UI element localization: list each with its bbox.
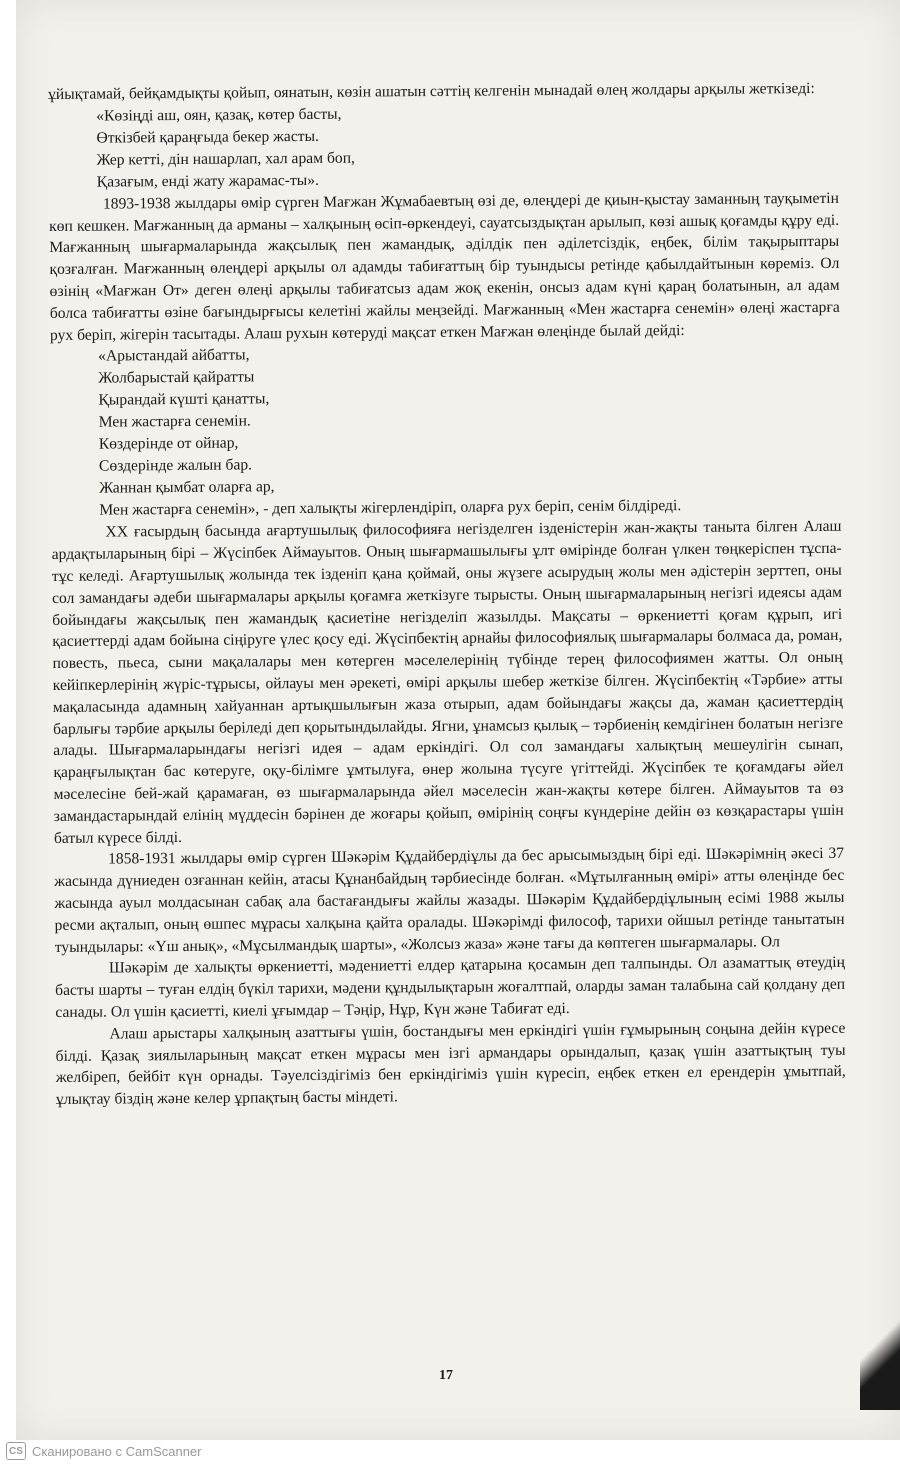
- poem-line: Сөздерінде жалын бар.: [98, 456, 253, 475]
- paragraph-shakarim-bio: 1858-1931 жылдары өмір сүрген Шәкәрім Құдайбердіұлы да бес арысымыздың бірі еді. Шәкәрімнің әкесі 37 жасында дүниеден озғаннан кейін, атасы Құнанбайдың тәрбиесінде болған. «Мұтылғанның өмірі» атты өлеңінде бес жасында ауыл молдасынан сабақ ала бастағандығы жайлы жазады. Шәкәрім Құдайбердіұлының есімі 1988 жылы ресми ақталып, оның өшпес мұрасы халқына қайта оралады. Шәкәрімді философ, тарихи ойшыл ретінде танытатын туындылары: «Үш анық», «Мұсылмандық шарты», «Жолсыз жаза» және тағы да көптеген шығармалары. Ол: [54, 845, 845, 956]
- page-content: [48, 78, 846, 1111]
- poem-line: Жаннан қымбат оларға ар,: [99, 478, 275, 497]
- poem-line: «Көзіңді аш, оян, қазақ, көтер басты,: [96, 105, 342, 125]
- poem-line: Қазағым, енді жату жарамас-ты».: [96, 171, 320, 191]
- poem-magzhan-wake-up: [48, 100, 839, 194]
- poem-line: Жолбарыстай қайратты: [98, 368, 255, 387]
- scanner-watermark: [6, 1440, 201, 1462]
- document-page: [16, 0, 900, 1440]
- watermark-text: Сканировано с CamScanner: [32, 1443, 202, 1459]
- paragraph-intro: ұйықтамай, бейқамдықты қойып, оянатын, көзін ашатын сәттің келгенін мынадай өлең жолдары арқылы жеткізеді:: [48, 79, 815, 103]
- poem-line: Өткізбей қараңғыда бекер жасты.: [96, 127, 319, 147]
- poem-line: Көздерінде от ойнар,: [98, 434, 239, 453]
- paragraph-shakarim-ideas: Шәкәрім де халықты өркениетті, мәдениетті елдер қатарына қосамын деп талпынды. Ол азаматтық өтеудің басты шарты – туған елдің бүкіл тарихи, мәдени құндылықтарын жоғалтпай, оларды заман талабына сай қолдану деп санады. Ол үшін қасиетті, киелі ұғымдар – Тәңір, Нұр, Күн және Табиғат еді.: [55, 954, 846, 1021]
- poem-line: Мен жастарға сенемін.: [98, 412, 251, 431]
- paragraph-aimauytov: XX ғасырдың басында ағартушылық философияға негізделген ізденістерін жан-жақты таныта білген Алаш ардақтыларының бірі – Жүсіпбек Аймауытов. Оның шығармашылығы ұлт өмірінде болған үлкен төңкеріспен тұспа-тұс келеді. Ағартушылық жолында тек ізденіп қана қоймай, оны жүзеге асырудың жолы мен әдістерін зерттеп, оны сол замандағы әдеби шығармалары арқылы қоғамға жеткізуге тырысты. Оның шығармаларының негізгі идеясы адам бойындағы жақсылық пен жамандық қасиетіне негізделіп жазылды. Мақсаты – өркениетті қоғам құрып, игі қасиеттерді адам бойына сіңіруге үлес қосу еді. Жүсіпбектің арнайы философиялық шығармалары болмаса да, роман, повесть, пьеса, сыни мақалалары мен көтерген мәселелерінің түбінде терең философиямен жатты. Ол оның кейіпкерлерінің жүріс-тұрысы, ойлауы мен әрекеті, өмірі арқылы шебер жеткізе білген. Жүсіпбектің «Тәрбие» атты мақаласында адамның хайуаннан артықшылығын жаза отырып, адам бойындағы жақсы да, жаман қасиеттердің барлығы тәрбие арқылы беріледі деп қорытындылайды. Ягни, ұнамсыз қылық – тәрбиенің кемдігінен болатын негізге алады. Шығармаларындағы негізгі идея – адам еркіндігі. Ол сол замандағы халықтың мешеулігін сынап, қараңғылықтан бас көтеруге, оқу-білімге ұмтылуға, өнер жолына түсуге үгіттейді. Жүсіпбек те қоғамдағы әйел мәселесіне бей-жай қарамаған, өз шығармаларында әйел мәселесін жан-жақты көтере білген. Аймауытов та өз замандастарындай елінің мүддесін бәрінен де жоғары қойып, өмірінің соңғы күндеріне дейін өз көзқарастары үшін батыл күресе білді.: [51, 518, 844, 847]
- poem-i-believe-in-youth: [50, 340, 841, 522]
- camscanner-logo-icon: CS: [6, 1442, 26, 1460]
- paragraph-magzhan: 1893-1938 жылдары өмір сүрген Мағжан Жұмабаевтың өзі де, өлеңдері де қиын-қыстау заманның тауқыметін көп кешкен. Мағжанның да арманы – халқының өсіп-өркендеуі, сауатсыздықтан арылып, көзі ашық қоғамды құру еді. Мағжанның шығармаларында жақсылық пен жамандық, әділдік пен әділетсіздік, еңбек, білім тақырыптары қозғалған. Мағжанның өлеңдері арқылы ол адамды табиғаттың бір туындысы ретінде қабылдайтынын көреміз. Ол өзінің «Мағжан От» деген өлеңі арқылы табиғатсыз адам жоқ екенін, онсыз адам күні қараң болатынын, ал адам болса табиғатты өзіне бағындырғысы келетіні жайлы меңзейді. Мағжанның «Мен жастарға сенемін» өлеңі жастарға рух беріп, жігерін тасытады. Алаш рухын көтеруді мақсат еткен Мағжан өлеңінде былай дейді:: [49, 189, 840, 344]
- paragraph-conclusion: Алаш арыстары халқының азаттығы үшін, бостандығы мен еркіндігі үшін ғұмырының соңына дейін күресе білді. Қазақ зиялыларының мақсат еткен мұрасы мен ізгі армандары орындалып, қазақ үшін азаттықтың туы желбіреп, бейбіт күн орнады. Тәуелсіздігіміз бен еркіндігіміз үшін күресіп, еңбек еткен ел ерендерін ұмытпай, ұлықтау біздің және келер ұрпақтың басты міндеті.: [55, 1019, 846, 1109]
- page-number: 17: [439, 1368, 453, 1383]
- poem-line: Жер кетті, дін нашарлап, хал арам боп,: [96, 149, 355, 169]
- page-corner-shadow: [860, 1300, 900, 1410]
- poem-line: Мен жастарға сенемін», - деп халықты жігерлендіріп, оларға рух беріп, сенім білдіреді.: [99, 497, 682, 519]
- poem-line: «Арыстандай айбатты,: [98, 346, 250, 365]
- poem-line: Қырандай күшті қанатты,: [98, 390, 270, 409]
